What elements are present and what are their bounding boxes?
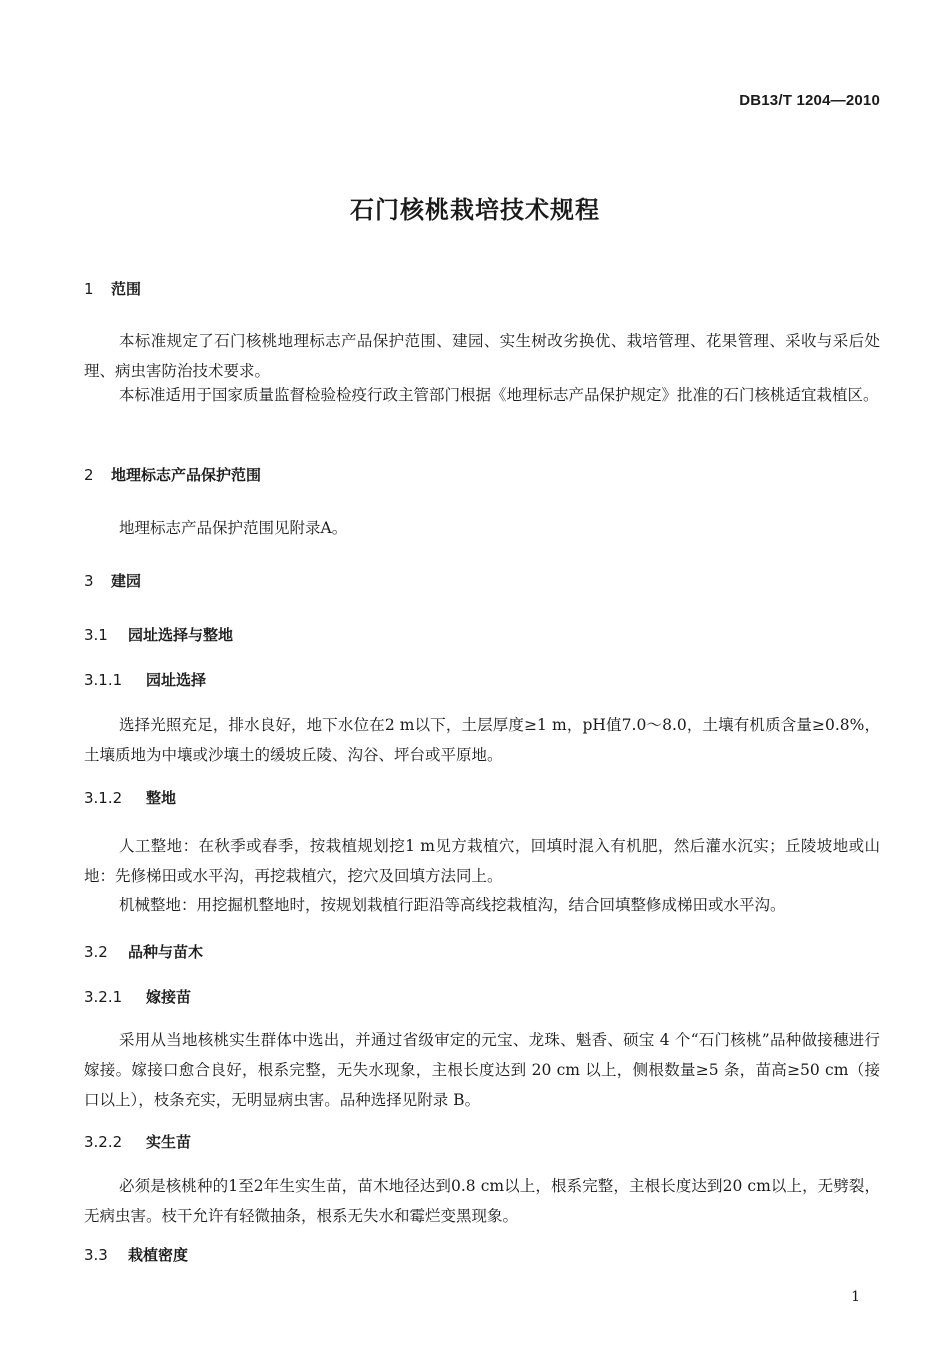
paragraph-protection-range: 地理标志产品保护范围见附录A。 — [119, 519, 348, 537]
section-number: 1 — [84, 280, 94, 298]
section-title: 实生苗 — [146, 1133, 192, 1151]
section-title: 范围 — [111, 280, 142, 298]
paragraph-mechanical-land-prep: 机械整地：用挖掘机整地时，按规划栽植行距沿等高线挖栽植沟，结合回填整修成梯田或水平沟。 — [119, 896, 786, 914]
section-title: 园址选择 — [146, 671, 207, 689]
heading-section-3-3 — [84, 1244, 188, 1265]
heading-section-3-2-1 — [84, 986, 191, 1007]
heading-section-3-2-2 — [84, 1131, 191, 1152]
section-number: 3.1 — [84, 626, 108, 644]
page-number: 1 — [851, 1289, 860, 1305]
section-title: 园址选择与整地 — [128, 626, 234, 644]
heading-section-3-1 — [84, 624, 233, 645]
paragraph-scope-2: 本标准适用于国家质量监督检验检疫行政主管部门根据《地理标志产品保护规定》批准的石门核桃适宜栽植区。 — [119, 386, 879, 404]
section-number: 2 — [84, 466, 94, 484]
paragraph-seedlings: 必须是核桃种的1至2年生实生苗，苗木地径达到0.8 cm以上，根系完整，主根长度达到20 cm以上，无劈裂，无病虫害。枝干允许有轻微抽条，根系无失水和霉烂变黑现象。 — [84, 1177, 880, 1225]
heading-section-3-1-1 — [84, 669, 206, 690]
section-title: 嫁接苗 — [146, 988, 192, 1006]
section-title: 品种与苗木 — [128, 943, 204, 961]
heading-section-2 — [84, 464, 261, 485]
document-title: 石门核桃栽培技术规程 — [350, 196, 600, 224]
section-number: 3.2 — [84, 943, 108, 961]
heading-section-3 — [84, 570, 141, 591]
paragraph-scope-1: 本标准规定了石门核桃地理标志产品保护范围、建园、实生树改劣换优、栽培管理、花果管理、采收与采后处理、病虫害防治技术要求。 — [84, 332, 880, 380]
section-number: 3 — [84, 572, 94, 590]
paragraph-manual-land-prep: 人工整地：在秋季或春季，按栽植规划挖1 m见方栽植穴，回填时混入有机肥，然后灌水沉实；丘陵坡地或山地：先修梯田或水平沟，再挖栽植穴，挖穴及回填方法同上。 — [84, 837, 880, 885]
section-number: 3.2.1 — [84, 988, 123, 1006]
section-number: 3.2.2 — [84, 1133, 123, 1151]
section-number: 3.3 — [84, 1246, 108, 1264]
section-title: 建园 — [111, 572, 142, 590]
heading-section-1 — [84, 278, 141, 299]
heading-section-3-2 — [84, 941, 203, 962]
section-number: 3.1.2 — [84, 789, 123, 807]
section-title: 地理标志产品保护范围 — [111, 466, 262, 484]
section-title: 整地 — [146, 789, 177, 807]
standard-code: DB13/T 1204—2010 — [739, 92, 880, 109]
paragraph-grafted-seedlings: 采用从当地核桃实生群体中选出，并通过省级审定的元宝、龙珠、魁香、硕宝 4 个“石门核桃”品种做接穗进行嫁接。嫁接口愈合良好，根系完整，无失水现象，主根长度达到 20 cm 以上，侧根数量≥5 条，苗高≥50 cm（接口以上），枝条充实，无明显病虫害。品种选择见附录 B。 — [84, 1031, 880, 1109]
paragraph-site-selection: 选择光照充足，排水良好，地下水位在2 m以下，土层厚度≥1 m，pH值7.0～8.0，土壤有机质含量≥0.8%，土壤质地为中壤或沙壤土的缓坡丘陵、沟谷、坪台或平原地。 — [84, 716, 880, 764]
section-number: 3.1.1 — [84, 671, 123, 689]
heading-section-3-1-2 — [84, 787, 176, 808]
section-title: 栽植密度 — [128, 1246, 189, 1264]
